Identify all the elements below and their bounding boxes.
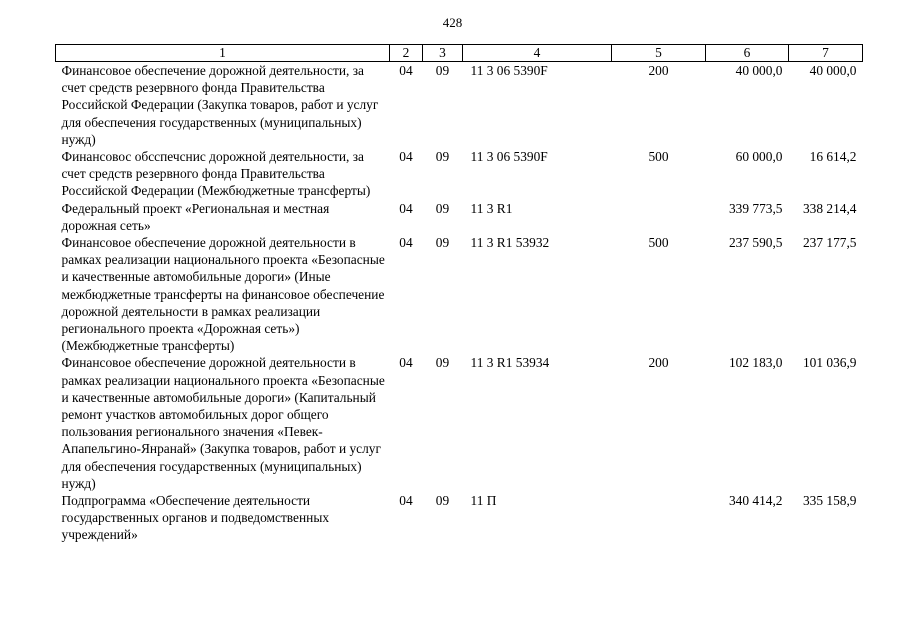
row-target-article: 11 3 R1 53934: [470, 355, 550, 371]
row-expense-type: 200: [648, 63, 669, 78]
row-subsection: 09: [435, 235, 450, 251]
row-expense-type: [612, 200, 706, 234]
row-target-article: 11 3 06 5390F: [470, 149, 548, 165]
row-amount-actual: 101 036,9: [802, 355, 857, 371]
row-amount-plan: 60 000,0: [735, 149, 783, 165]
row-section: 04: [399, 149, 413, 165]
row-amount-plan: 102 183,0: [728, 355, 783, 371]
row-target-article: 11 3 R1 53932: [470, 235, 550, 251]
row-expense-type: 200: [648, 355, 669, 371]
row-expense-type: 500: [648, 149, 669, 165]
row-name: Подпрограмма «Обеспечение деятельности государственных органов и подведомственных учреждений»: [61, 493, 330, 543]
column-header-7: 7: [789, 45, 863, 62]
table-row: [56, 200, 863, 234]
row-section: 04: [399, 200, 413, 216]
row-name: Финансовое обеспечение дорожной деятельности, за счет средств резервного фонда Правительства Российской Федерации (Закупка товаров, работ и услуг для обеспечения государственных (муниципальных) нужд): [61, 63, 379, 147]
row-expense-type: [612, 492, 706, 544]
row-subsection: 09: [435, 63, 450, 78]
row-amount-actual: 237 177,5: [802, 235, 857, 251]
column-header-2: 2: [390, 45, 423, 62]
row-subsection: 09: [435, 200, 450, 216]
column-header-6: 6: [706, 45, 789, 62]
row-expense-type: 500: [648, 235, 669, 251]
table-row: [56, 62, 863, 149]
budget-table: [55, 44, 863, 544]
row-name: Финансовое обеспечение дорожной деятельности в рамках реализации национального проекта «Безопасные и качественные автомобильные дороги» (Капитальный ремонт участков автомобильных дорог общего пользования регионального значения «Певек-Апапельгино-Янранай» (Закупка товаров, работ и услуг для обеспечения государственных (муниципальных) нужд): [61, 355, 385, 491]
column-header-3: 3: [423, 45, 463, 62]
row-section: 04: [399, 355, 413, 371]
table-row: [56, 234, 863, 354]
row-amount-plan: 40 000,0: [735, 63, 783, 78]
column-header-1: 1: [56, 45, 390, 62]
row-amount-plan: 340 414,2: [728, 493, 783, 509]
column-number-header-row: [56, 45, 863, 62]
row-amount-actual: 335 158,9: [802, 493, 857, 509]
row-amount-actual: 16 614,2: [809, 149, 857, 165]
row-amount-plan: 339 773,5: [728, 200, 783, 216]
row-section: 04: [399, 493, 413, 509]
row-subsection: 09: [435, 149, 450, 165]
page-number: 428: [442, 15, 463, 30]
row-amount-plan: 237 590,5: [728, 235, 783, 251]
row-subsection: 09: [435, 493, 450, 509]
row-amount-actual: 40 000,0: [809, 63, 857, 78]
row-section: 04: [399, 63, 413, 78]
table-row: [56, 148, 863, 200]
row-subsection: 09: [435, 355, 450, 371]
table-row: [56, 492, 863, 544]
table-row: [56, 354, 863, 492]
row-target-article: 11 3 06 5390F: [470, 63, 548, 78]
row-name: Федеральный проект «Региональная и местная дорожная сеть»: [61, 200, 330, 233]
row-target-article: 11 3 R1: [470, 200, 513, 216]
row-name: Финансовое обеспечение дорожной деятельности в рамках реализации национального проекта «Безопасные и качественные автомобильные дороги» (Иные межбюджетные трансферты на финансовое обеспечение дорожной деятельности в рамках реализации регионального проекта «Дорожная сеть») (Межбюджетные трансферты): [61, 235, 385, 354]
row-name: Финансовос обсспечснис дорожной деятельности, за счет средств резервного фонда Правительства Российской Федерации (Межбюджетные трансферты): [61, 149, 371, 199]
row-section: 04: [399, 235, 413, 251]
row-amount-actual: 338 214,4: [802, 200, 857, 216]
row-target-article: 11 П: [470, 493, 497, 509]
column-header-5: 5: [612, 45, 706, 62]
column-header-4: 4: [463, 45, 612, 62]
